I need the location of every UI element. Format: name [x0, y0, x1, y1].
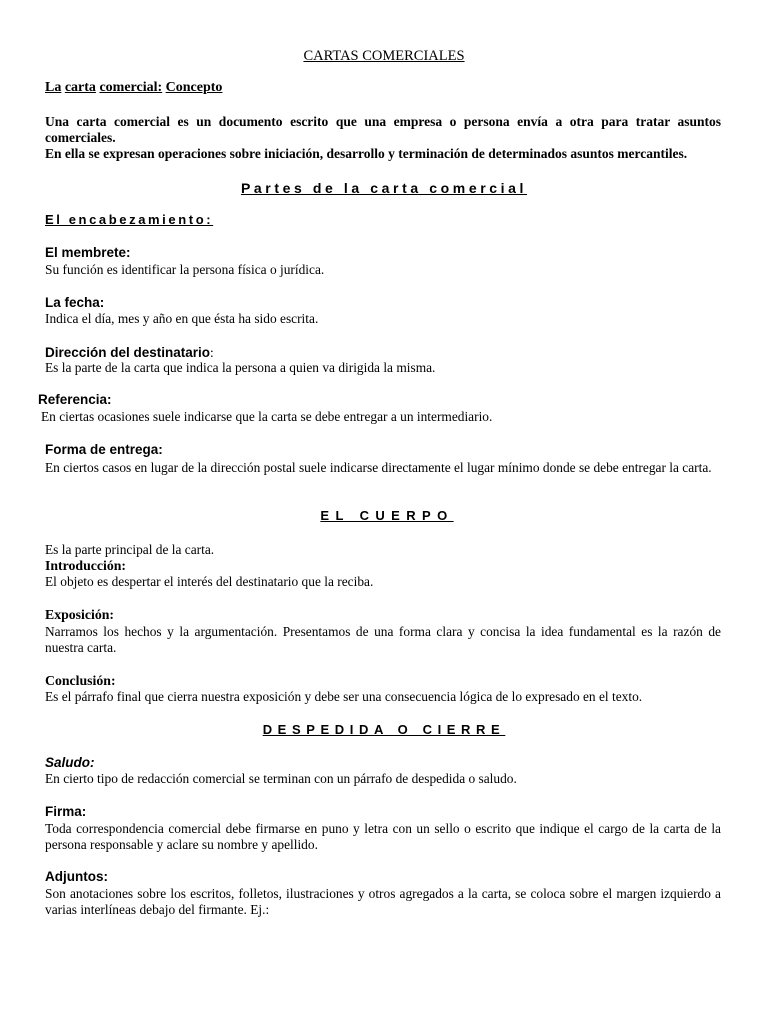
parts-heading: Partes de la carta comercial: [240, 180, 528, 196]
introduccion-label: Introducción:: [45, 558, 127, 573]
saludo-text: En cierto tipo de redacción comercial se terminan con un párrafo de despedida o saludo.: [45, 771, 517, 786]
concept-word-carta: carta: [64, 80, 96, 95]
despedida-heading: DESPEDIDA O CIERRE: [262, 722, 506, 737]
referencia-text: En ciertas ocasiones suele indicarse que la carta se debe entregar a un intermediario.: [41, 409, 493, 424]
encabezamiento-heading: El encabezamiento:: [45, 212, 214, 227]
forma-entrega-label: Forma de entrega:: [45, 442, 163, 457]
direccion-colon: :: [210, 345, 214, 360]
exposicion-label: Exposición:: [45, 607, 114, 622]
membrete-label: El membrete:: [45, 245, 131, 260]
concept-word-concepto: Concepto: [165, 80, 223, 95]
conclusion-text: Es el párrafo final que cierra nuestra exposición y debe ser una consecuencia lógica de lo expresado en el texto.: [45, 689, 643, 704]
cuerpo-intro-text: Es la parte principal de la carta.: [45, 542, 215, 557]
adjuntos-label: Adjuntos:: [45, 869, 108, 884]
exposicion-text: Narramos los hechos y la argumentación. Presentamos de una forma clara y concisa la idea fundamental es la razón de nuestra carta.: [45, 624, 721, 655]
firma-label: Firma:: [45, 804, 87, 819]
adjuntos-text: Son anotaciones sobre los escritos, folletos, ilustraciones y otros agregados a la carta, se coloca sobre el margen izquierdo a varias interlíneas debajo del firmante. Ej.:: [45, 886, 721, 917]
concept-word-comercial: comercial:: [99, 80, 163, 95]
saludo-label: Saludo:: [45, 755, 95, 770]
concept-heading: [45, 80, 222, 96]
forma-entrega-text: En ciertos casos en lugar de la dirección postal suele indicarse directamente el lugar mínimo donde se debe entregar la carta.: [45, 460, 712, 475]
cuerpo-heading: EL CUERPO: [320, 508, 454, 523]
membrete-text: Su función es identificar la persona física o jurídica.: [45, 262, 325, 277]
concept-word-la: La: [45, 80, 62, 95]
direccion-label: Dirección del destinatario: [45, 345, 211, 360]
direccion-text: Es la parte de la carta que indica la persona a quien va dirigida la misma.: [45, 360, 436, 375]
intro-paragraph-2: En ella se expresan operaciones sobre iniciación, desarrollo y terminación de determinados asuntos mercantiles.: [45, 146, 688, 161]
firma-text: Toda correspondencia comercial debe firmarse en puno y letra con un sello o escrito que indique el cargo de la carta de la persona responsable y aclare su nombre y apellido.: [45, 821, 721, 852]
conclusion-label: Conclusión:: [45, 673, 116, 688]
referencia-label: Referencia:: [38, 392, 112, 407]
fecha-label: La fecha:: [45, 295, 105, 310]
introduccion-text: El objeto es despertar el interés del destinatario que la reciba.: [45, 574, 374, 589]
intro-paragraph-1: Una carta comercial es un documento escrito que una empresa o persona envía a otra para tratar asuntos comerciales.: [45, 114, 721, 145]
fecha-text: Indica el día, mes y año en que ésta ha sido escrita.: [45, 311, 319, 326]
page-title: CARTAS COMERCIALES: [303, 48, 465, 64]
